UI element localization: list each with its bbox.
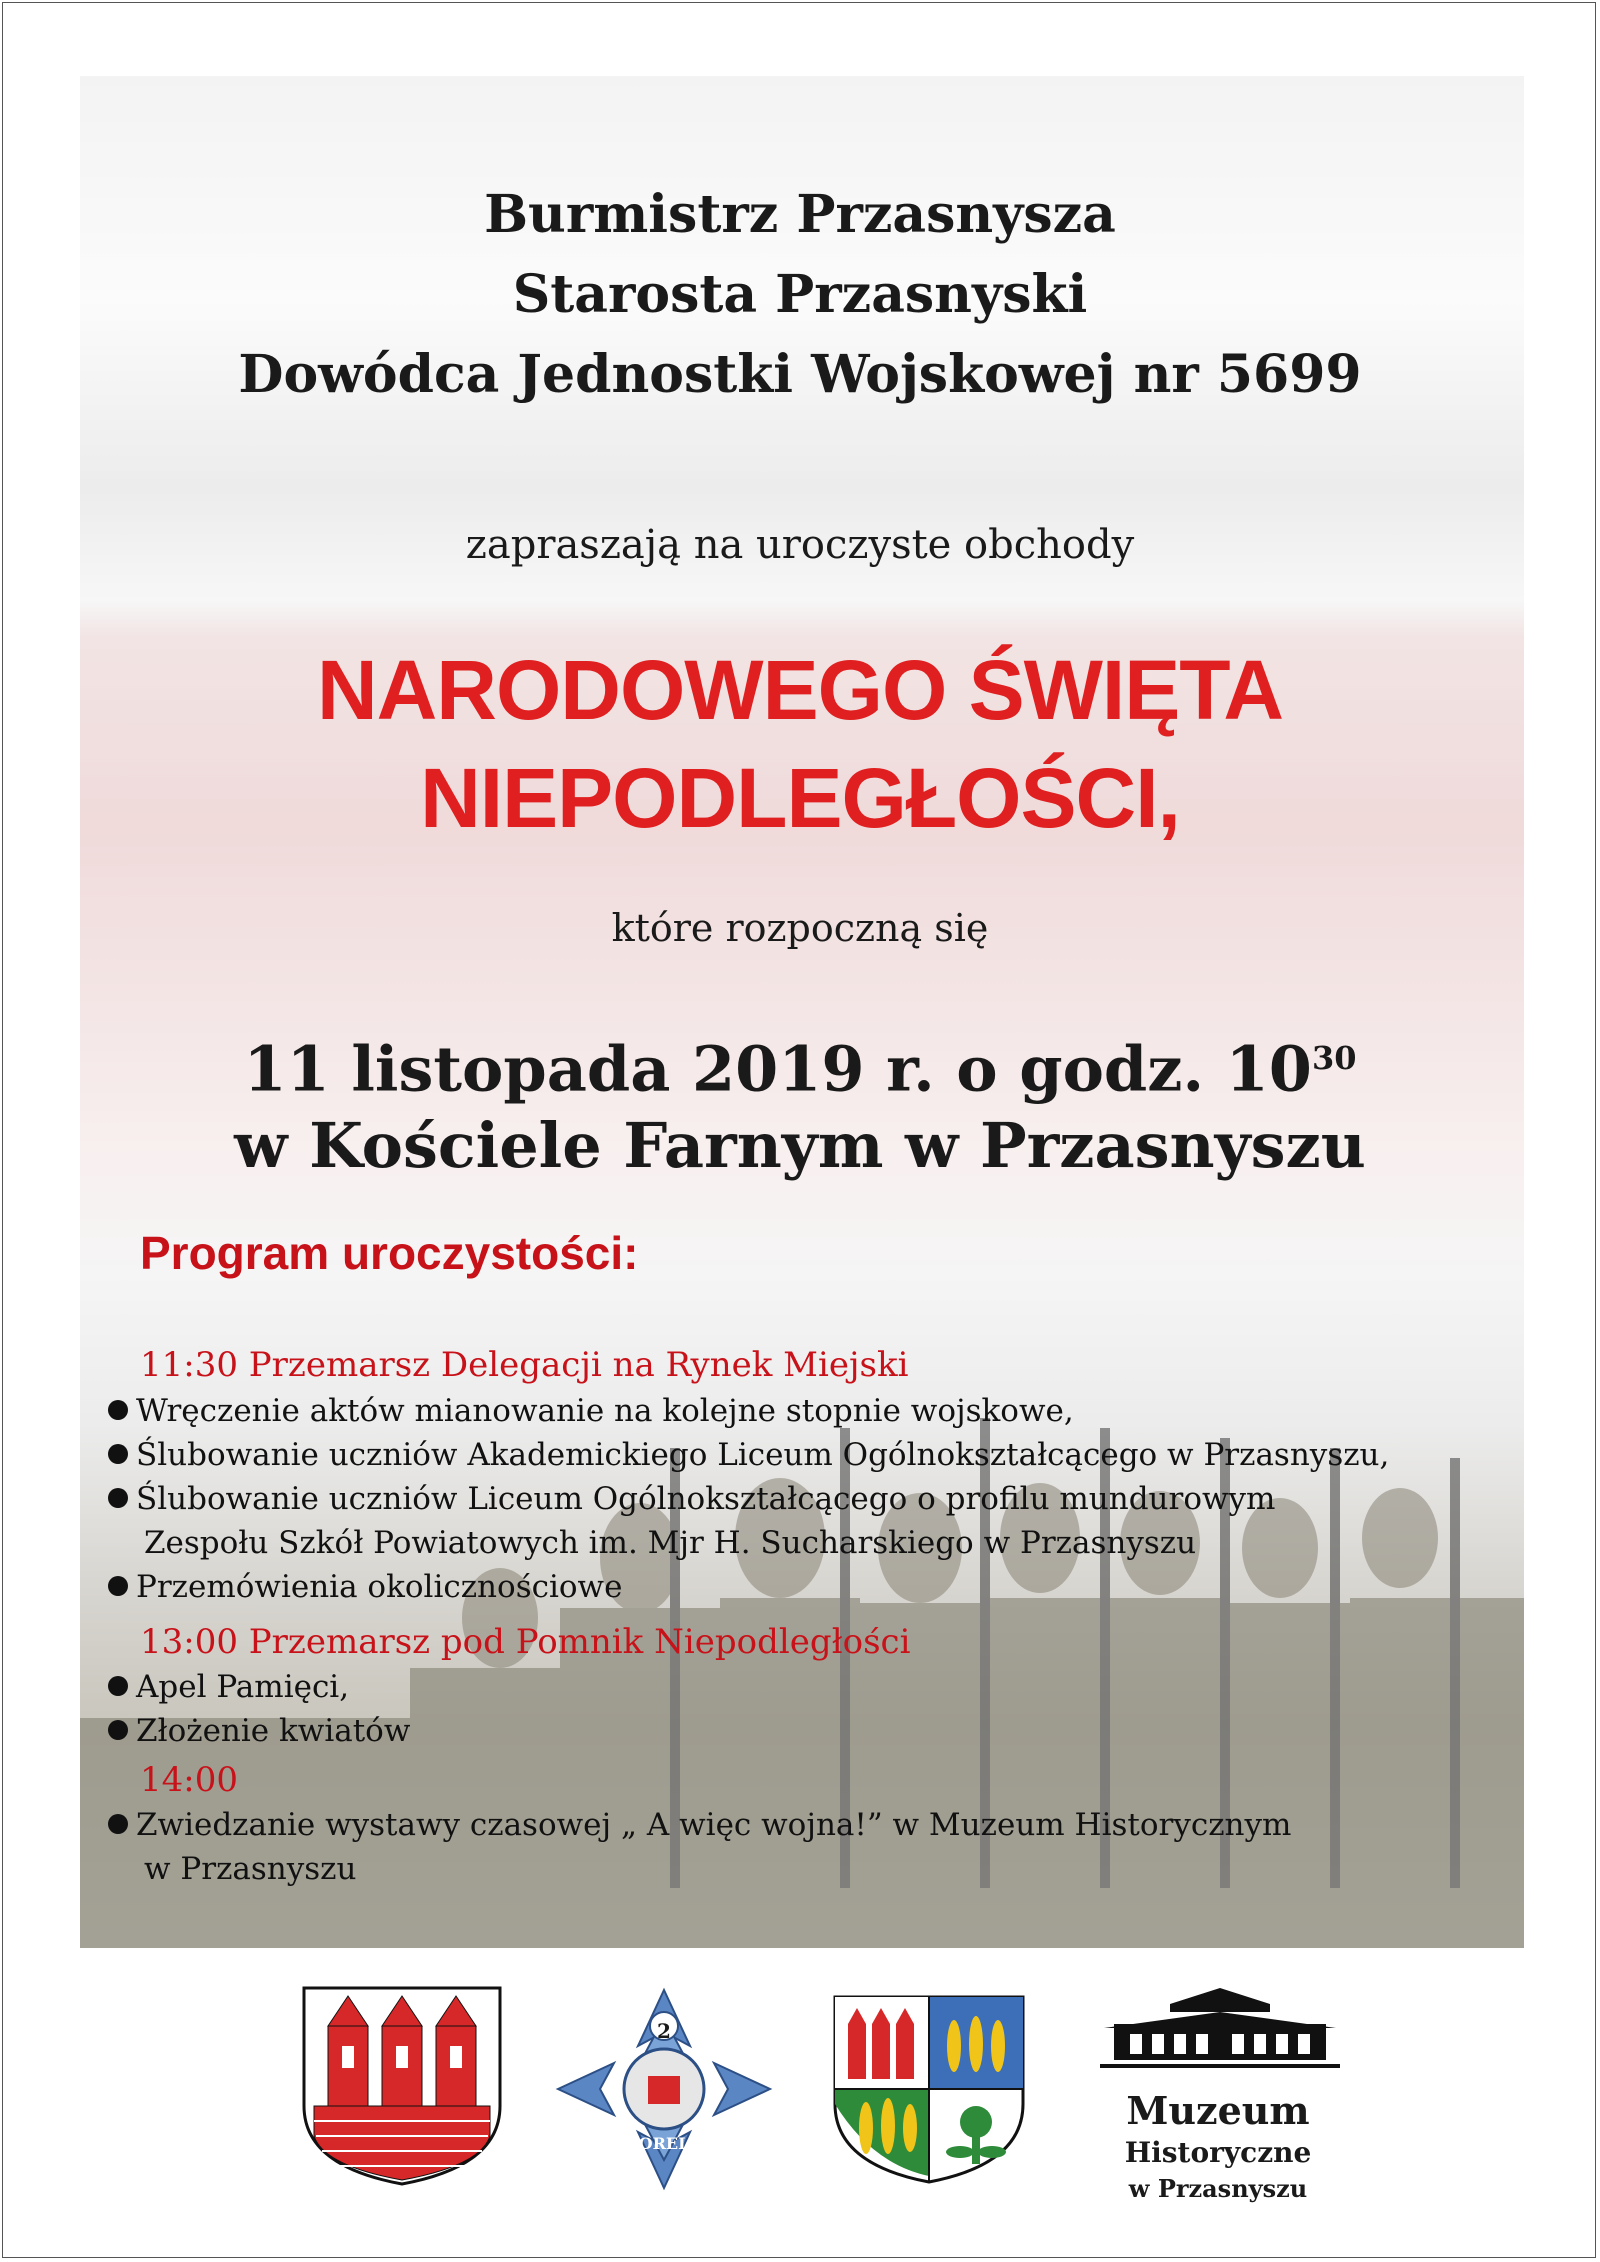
program-item-continuation: w Przasnyszu xyxy=(144,1851,357,1887)
program-item xyxy=(108,1712,410,1750)
program-item-text: Wręczenie aktów mianowanie na kolejne stopnie wojskowe, xyxy=(136,1393,1074,1429)
bullet-icon xyxy=(108,1400,128,1420)
title-line-1: NARODOWEGO ŚWIĘTA xyxy=(316,643,1284,737)
bullet-icon xyxy=(108,1488,128,1508)
organizer-2: Starosta Przasnyski xyxy=(512,264,1088,325)
program-item xyxy=(108,1436,1389,1474)
przasnysz-coat-of-arms-icon xyxy=(300,1986,504,2186)
program-item-text: Złożenie kwiatów xyxy=(136,1713,411,1749)
organizer-1: Burmistrz Przasnysza xyxy=(484,184,1116,245)
program-item-text: Apel Pamięci, xyxy=(136,1669,350,1705)
powiat-coat-of-arms-icon xyxy=(832,1994,1026,2184)
date-line xyxy=(0,1018,1600,1110)
bullet-icon xyxy=(108,1444,128,1464)
title-line-2: NIEPODLEGŁOŚCI, xyxy=(420,751,1180,845)
program-item xyxy=(108,1392,1074,1430)
invite-line: zapraszają na uroczyste obchody xyxy=(465,522,1135,568)
program-heading: Program uroczystości: xyxy=(140,1227,639,1279)
program-time-1300: 13:00 Przemarsz pod Pomnik Niepodległości xyxy=(140,1622,911,1662)
military-unit-badge-icon xyxy=(552,1984,776,2194)
bullet-icon xyxy=(108,1676,128,1696)
museum-building-icon xyxy=(1100,1984,1340,2074)
program-item xyxy=(108,1668,349,1706)
museum-name-line-2: Historyczne xyxy=(1124,2136,1312,2169)
place-line: w Kościele Farnym w Przasnyszu xyxy=(234,1109,1366,1182)
badge-number: 2 xyxy=(657,2019,671,2043)
date-minutes: 30 xyxy=(1311,1039,1357,1077)
program-item xyxy=(108,1480,1275,1518)
program-item-continuation: Zespołu Szkół Powiatowych im. Mjr H. Sucharskiego w Przasnyszu xyxy=(144,1525,1197,1561)
program-item-text: Ślubowanie uczniów Liceum Ogólnokształcącego o profilu mundurowym xyxy=(136,1481,1276,1517)
program-item xyxy=(108,1806,1291,1844)
program-item-text: Ślubowanie uczniów Akademickiego Liceum Ogólnokształcącego w Przasnyszu, xyxy=(136,1437,1390,1473)
organizer-3: Dowódca Jednostki Wojskowej nr 5699 xyxy=(238,344,1362,405)
program-time-1130: 11:30 Przemarsz Delegacji na Rynek Miejski xyxy=(140,1345,909,1385)
program-item-text: Zwiedzanie wystawy czasowej „ A więc wojna!” w Muzeum Historycznym xyxy=(136,1807,1292,1843)
bullet-icon xyxy=(108,1576,128,1596)
bullet-icon xyxy=(108,1720,128,1740)
program-item xyxy=(108,1568,622,1606)
lead-line: które rozpoczną się xyxy=(611,906,989,950)
museum-name-line-3: w Przasnyszu xyxy=(1128,2174,1308,2203)
date-text: 11 listopada 2019 r. o godz. 10 xyxy=(243,1032,1312,1106)
badge-text: OREL xyxy=(638,2134,690,2153)
program-item-text: Przemówienia okolicznościowe xyxy=(136,1569,623,1605)
museum-name-line-1: Muzeum xyxy=(1126,2088,1310,2133)
bullet-icon xyxy=(108,1814,128,1834)
program-time-1400: 14:00 xyxy=(140,1760,238,1800)
